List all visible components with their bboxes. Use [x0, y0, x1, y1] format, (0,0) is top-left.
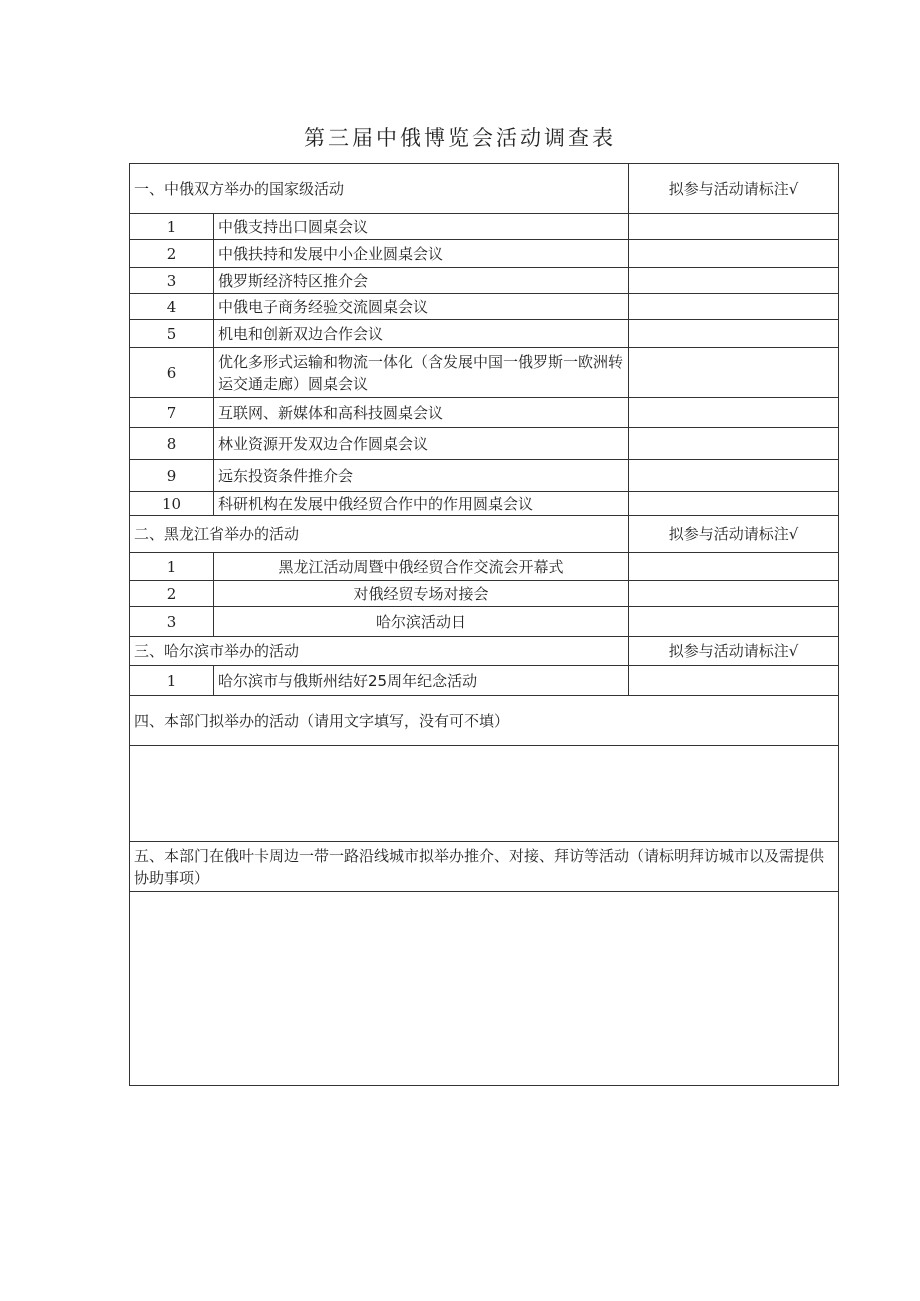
row-number: 3	[130, 607, 214, 637]
section5-header-row	[130, 842, 839, 892]
row-number: 9	[130, 460, 214, 492]
section2-mark-hint: 拟参与活动请标注√	[629, 516, 839, 553]
activity-name: 对俄经贸专场对接会	[214, 581, 629, 607]
table-row	[130, 398, 839, 428]
table-row	[130, 428, 839, 460]
section4-answer-area[interactable]	[130, 746, 839, 842]
row-number: 3	[130, 268, 214, 294]
section3-mark-hint: 拟参与活动请标注√	[629, 637, 839, 666]
table-row	[130, 581, 839, 607]
mark-cell[interactable]	[629, 492, 839, 516]
table-row	[130, 268, 839, 294]
survey-table	[129, 163, 839, 1086]
mark-cell[interactable]	[629, 398, 839, 428]
row-number: 2	[130, 581, 214, 607]
table-row	[130, 492, 839, 516]
table-row	[130, 348, 839, 398]
mark-cell[interactable]	[629, 460, 839, 492]
section4-header-row	[130, 696, 839, 746]
section1-header-row	[130, 164, 839, 214]
activity-name: 互联网、新媒体和高科技圆桌会议	[214, 398, 629, 428]
activity-name: 中俄支持出口圆桌会议	[214, 214, 629, 240]
activity-name: 优化多形式运输和物流一体化（含发展中国一俄罗斯一欧洲转运交通走廊）圆桌会议	[214, 348, 629, 398]
activity-name: 中俄电子商务经验交流圆桌会议	[214, 294, 629, 320]
section1-heading: 一、中俄双方举办的国家级活动	[130, 164, 629, 214]
section2-header-row	[130, 516, 839, 553]
row-number: 1	[130, 553, 214, 581]
section4-heading: 四、本部门拟举办的活动（请用文字填写，没有可不填）	[130, 696, 839, 746]
activity-name: 机电和创新双边合作会议	[214, 320, 629, 348]
section3-header-row	[130, 637, 839, 666]
mark-cell[interactable]	[629, 553, 839, 581]
row-number: 1	[130, 666, 214, 696]
mark-cell[interactable]	[629, 214, 839, 240]
mark-cell[interactable]	[629, 240, 839, 268]
section1-mark-hint: 拟参与活动请标注√	[629, 164, 839, 214]
mark-cell[interactable]	[629, 428, 839, 460]
section5-heading: 五、本部门在俄叶卡周边一带一路沿线城市拟举办推介、对接、拜访等活动（请标明拜访城市以及需提供协助事项）	[130, 842, 839, 892]
row-number: 5	[130, 320, 214, 348]
table-row	[130, 460, 839, 492]
table-row	[130, 214, 839, 240]
section4-fill-area	[130, 746, 839, 842]
page-title: 第三届中俄博览会活动调查表	[304, 126, 616, 150]
activity-name: 远东投资条件推介会	[214, 460, 629, 492]
section2-heading: 二、黑龙江省举办的活动	[130, 516, 629, 553]
mark-cell[interactable]	[629, 294, 839, 320]
activity-name: 哈尔滨市与俄斯州结好25周年纪念活动	[214, 666, 629, 696]
row-number: 10	[130, 492, 214, 516]
activity-name: 俄罗斯经济特区推介会	[214, 268, 629, 294]
table-row	[130, 666, 839, 696]
table-row	[130, 553, 839, 581]
mark-cell[interactable]	[629, 581, 839, 607]
activity-name: 哈尔滨活动日	[214, 607, 629, 637]
section5-fill-area	[130, 892, 839, 1086]
table-row	[130, 294, 839, 320]
section5-answer-area[interactable]	[130, 892, 839, 1086]
table-row	[130, 240, 839, 268]
row-number: 2	[130, 240, 214, 268]
mark-cell[interactable]	[629, 268, 839, 294]
mark-cell[interactable]	[629, 607, 839, 637]
mark-cell[interactable]	[629, 348, 839, 398]
table-row	[130, 320, 839, 348]
row-number: 1	[130, 214, 214, 240]
activity-name: 科研机构在发展中俄经贸合作中的作用圆桌会议	[214, 492, 629, 516]
row-number: 7	[130, 398, 214, 428]
row-number: 6	[130, 348, 214, 398]
activity-name: 黑龙江活动周暨中俄经贸合作交流会开幕式	[214, 553, 629, 581]
row-number: 8	[130, 428, 214, 460]
row-number: 4	[130, 294, 214, 320]
mark-cell[interactable]	[629, 666, 839, 696]
activity-name: 林业资源开发双边合作圆桌会议	[214, 428, 629, 460]
mark-cell[interactable]	[629, 320, 839, 348]
table-row	[130, 607, 839, 637]
activity-name: 中俄扶持和发展中小企业圆桌会议	[214, 240, 629, 268]
section3-heading: 三、哈尔滨市举办的活动	[130, 637, 629, 666]
